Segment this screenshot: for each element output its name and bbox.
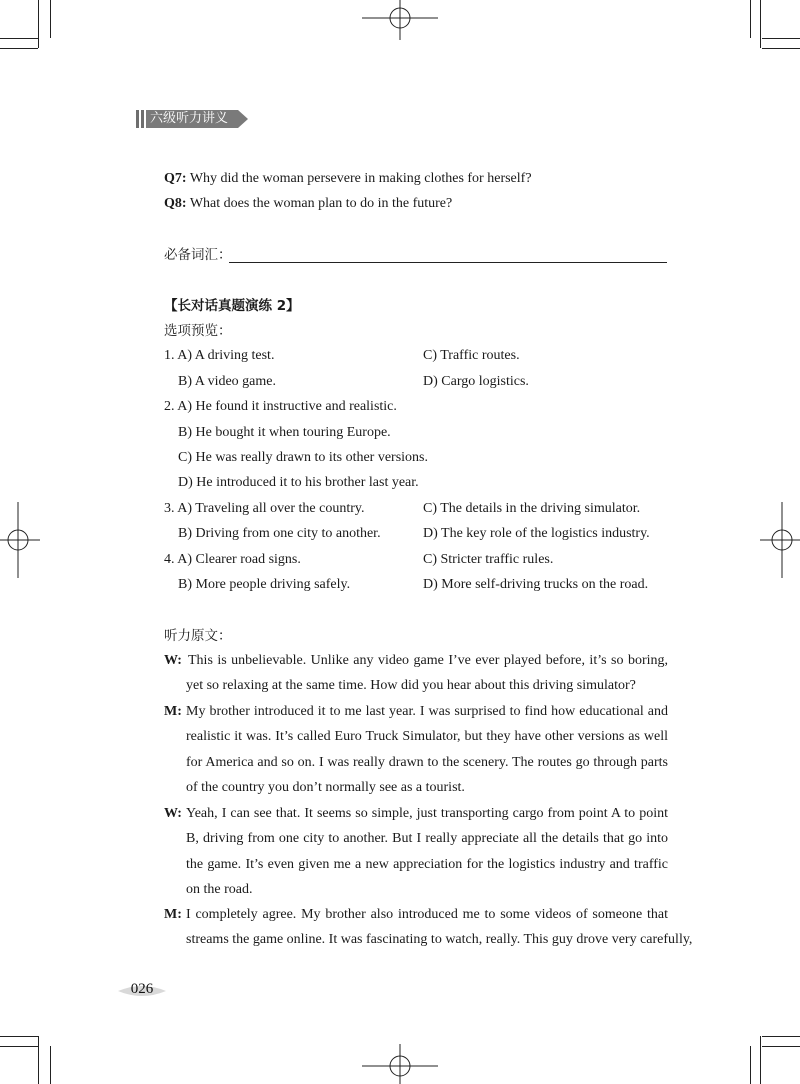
page-number-badge [118, 980, 166, 1002]
question-q7 [164, 170, 532, 188]
option-4a: 4. A) Clearer road signs. [164, 552, 301, 567]
dialogue-line: I completely agree. My brother also introduced me to some videos of someone that [186, 907, 668, 922]
option-2d: D) He introduced it to his brother last year. [178, 475, 419, 490]
option-2a: 2. A) He found it instructive and realistic. [164, 399, 397, 414]
dialogue-line: realistic it was. It’s called Euro Truck Simulator, but they have other versions as well [186, 729, 668, 744]
header-arrow [238, 110, 248, 128]
page-number: 026 [130, 981, 154, 997]
dialogue-line: yet so relaxing at the same time. How did you hear about this driving simulator? [186, 678, 636, 693]
speaker-label: M: [164, 907, 182, 922]
crop-mark [38, 0, 39, 48]
header-bar [141, 110, 144, 128]
section-header-tag [136, 110, 248, 128]
crop-mark [0, 1046, 38, 1047]
registration-mark-right [760, 502, 800, 578]
crop-mark [750, 1046, 751, 1084]
question-q8 [164, 195, 452, 213]
option-3b: B) Driving from one city to another. [178, 526, 381, 541]
crop-mark [762, 1046, 800, 1047]
option-1b: B) A video game. [178, 374, 276, 389]
question-number: Q8: [164, 196, 187, 211]
registration-mark-top [362, 0, 438, 40]
option-3a: 3. A) Traveling all over the country. [164, 501, 365, 516]
header-bar [136, 110, 139, 128]
speaker-label: W: [164, 653, 182, 668]
dialogue-line: for America and so on. I was really drawn to the scenery. The routes go through parts [186, 755, 668, 770]
question-text: What does the woman plan to do in the future? [189, 196, 453, 211]
option-1d: D) Cargo logistics. [423, 374, 529, 389]
option-4c: C) Stricter traffic rules. [423, 552, 554, 567]
practice-title: 【长对话真题演练 2】 [164, 298, 300, 314]
crop-mark [762, 1036, 800, 1037]
crop-mark [0, 38, 38, 39]
options-label: 选项预览： [164, 323, 232, 339]
crop-mark [50, 1046, 51, 1084]
section-header-label: 六级听力讲义 [146, 110, 238, 128]
option-1c: C) Traffic routes. [423, 348, 520, 363]
option-4d: D) More self-driving trucks on the road. [423, 577, 649, 592]
crop-mark [762, 48, 800, 49]
question-text: Why did the woman persevere in making clothes for herself? [189, 171, 532, 186]
registration-mark-left [0, 502, 40, 578]
dialogue-line: the game. It’s even given me a new appreciation for the logistics industry and traffic [186, 857, 668, 872]
dialogue-line: This is unbelievable. Unlike any video game I’ve ever played before, it’s so boring, [188, 653, 668, 668]
option-3d: D) The key role of the logistics industry. [423, 526, 650, 541]
question-number: Q7: [164, 171, 187, 186]
transcript-label: 听力原文： [164, 628, 232, 644]
crop-mark [762, 38, 800, 39]
option-2c: C) He was really drawn to its other versions. [178, 450, 428, 465]
vocab-label: 必备词汇： [164, 247, 232, 263]
option-2b: B) He bought it when touring Europe. [178, 425, 391, 440]
crop-mark [760, 0, 761, 48]
dialogue-line: streams the game online. It was fascinating to watch, really. This guy drove very carefully, [186, 932, 693, 947]
crop-mark [0, 48, 38, 49]
crop-mark [0, 1036, 38, 1037]
registration-mark-bottom [362, 1044, 438, 1084]
crop-mark [50, 0, 51, 38]
dialogue-line: My brother introduced it to me last year. I was surprised to find how educational and [186, 704, 668, 719]
speaker-label: W: [164, 806, 182, 821]
dialogue-line: of the country you don’t normally see as a tourist. [186, 780, 465, 795]
crop-mark [38, 1036, 39, 1084]
dialogue-line: Yeah, I can see that. It seems so simple, just transporting cargo from point A to point [186, 806, 668, 821]
crop-mark [750, 0, 751, 38]
vocab-blank-line [229, 262, 667, 263]
crop-mark [760, 1036, 761, 1084]
option-4b: B) More people driving safely. [178, 577, 351, 592]
dialogue-line: on the road. [186, 882, 253, 897]
speaker-label: M: [164, 704, 182, 719]
option-3c: C) The details in the driving simulator. [423, 501, 641, 516]
dialogue-line: B, driving from one city to another. But I really appreciate all the details that go into [186, 831, 668, 846]
option-1a: 1. A) A driving test. [164, 348, 275, 363]
